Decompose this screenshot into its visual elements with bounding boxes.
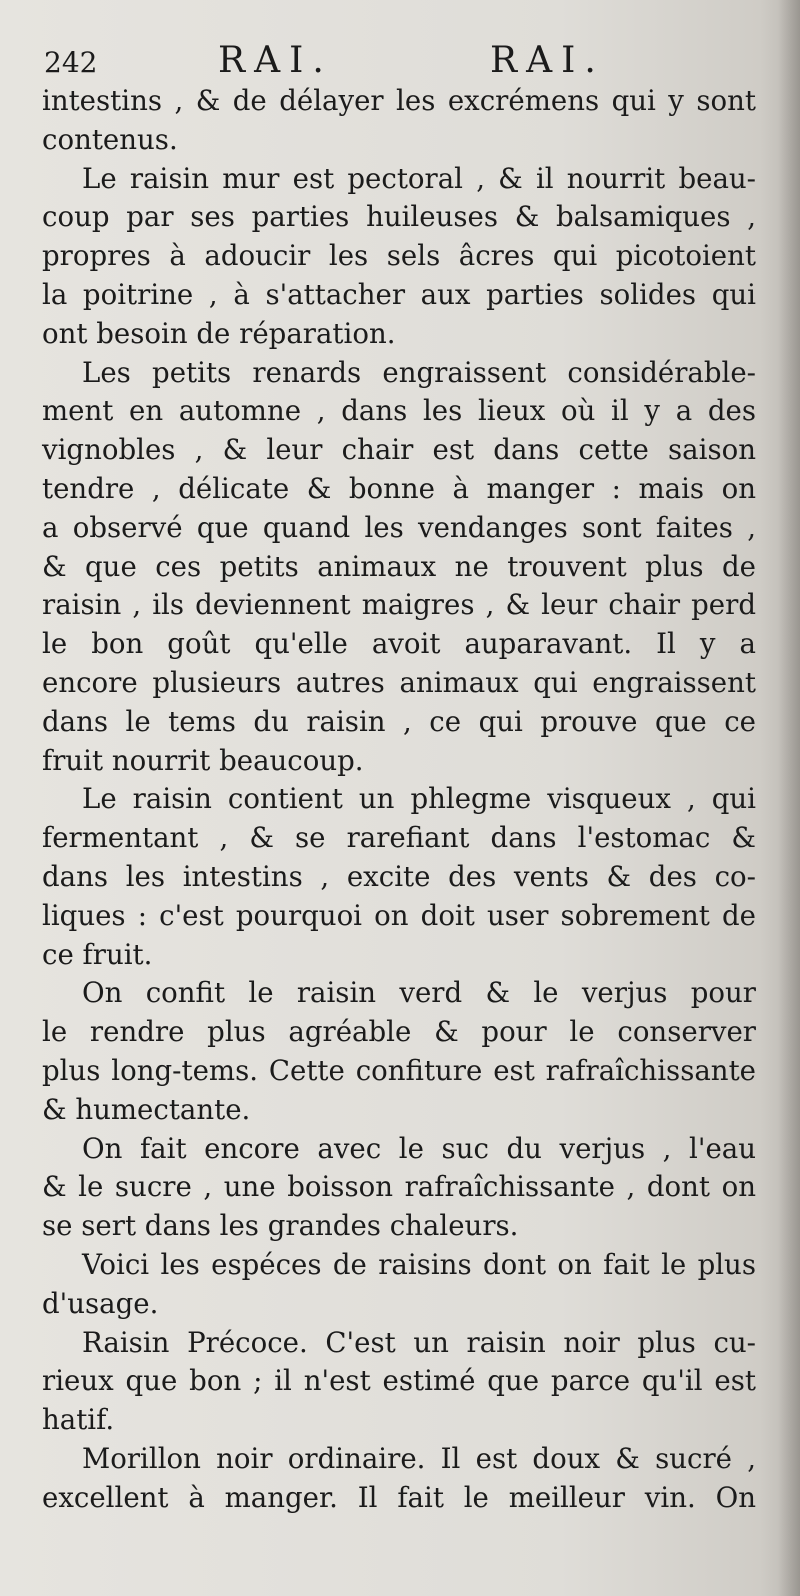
text-line: propres à adoucir les sels âcres qui picotoient <box>42 239 756 273</box>
text-line: encore plusieurs autres animaux qui engraissent <box>42 665 756 699</box>
text-line: On confit le raisin verd & le verjus pour <box>82 976 756 1010</box>
text-line: liques : c'est pourquoi on doit user sobrement de <box>42 898 756 932</box>
text-line: Le raisin contient un phlegme visqueux , qui <box>82 782 756 816</box>
text-line: la poitrine , à s'attacher aux parties solides qui <box>42 277 756 311</box>
text-line: a observé que quand les vendanges sont faites , <box>42 510 756 544</box>
text-line: & que ces petits animaux ne trouvent plus de <box>42 549 756 583</box>
text-line: plus long-tems. Cette confiture est rafraîchissante <box>42 1053 756 1087</box>
text-line: raisin , ils deviennent maigres , & leur chair perd <box>42 588 756 622</box>
running-title-right: RAI. <box>490 40 605 81</box>
text-line: le rendre plus agréable & pour le conserver <box>42 1015 756 1049</box>
text-line: contenus. <box>42 122 178 156</box>
text-line: se sert dans les grandes chaleurs. <box>42 1209 519 1243</box>
text-line: d'usage. <box>42 1286 159 1320</box>
text-line: fermentant , & se rarefiant dans l'estomac & <box>42 821 756 855</box>
text-line: ment en automne , dans les lieux où il y a des <box>42 394 756 428</box>
text-line: & humectante. <box>42 1092 251 1126</box>
text-line: ont besoin de réparation. <box>42 316 396 350</box>
text-line: Voici les espéces de raisins dont on fait le plus <box>82 1247 756 1281</box>
text-line: tendre , délicate & bonne à manger : mais on <box>42 471 756 505</box>
text-line: dans les intestins , excite des vents & des co- <box>42 859 756 893</box>
text-line: excellent à manger. Il fait le meilleur vin. On <box>42 1480 756 1514</box>
text-line: vignobles , & leur chair est dans cette saison <box>42 433 756 467</box>
page-number: 242 <box>44 46 98 79</box>
text-line: rieux que bon ; il n'est estimé que parce qu'il est <box>42 1364 756 1398</box>
text-line: intestins , & de délayer les excrémens qui y sont <box>42 84 756 117</box>
text-line: & le sucre , une boisson rafraîchissante , dont on <box>42 1170 756 1204</box>
text-line: fruit nourrit beaucoup. <box>42 743 364 777</box>
text-line: Les petits renards engraissent considérable- <box>82 355 756 389</box>
text-line: hatif. <box>42 1403 115 1437</box>
running-title-left: RAI. <box>218 40 333 81</box>
text-line: dans le tems du raisin , ce qui prouve que ce <box>42 704 756 738</box>
text-line: On fait encore avec le suc du verjus , l'eau <box>82 1131 756 1165</box>
text-line: Le raisin mur est pectoral , & il nourrit beau- <box>82 161 756 195</box>
text-line: Raisin Précoce. C'est un raisin noir plus cu- <box>82 1325 756 1359</box>
running-head <box>42 36 760 80</box>
text-line: ce fruit. <box>42 937 153 971</box>
text-line: Morillon noir ordinaire. Il est doux & sucré , <box>82 1441 756 1475</box>
text-line: coup par ses parties huileuses & balsamiques , <box>42 200 756 234</box>
body-text <box>42 82 756 1517</box>
text-line: le bon goût qu'elle avoit auparavant. Il y a <box>42 627 756 661</box>
